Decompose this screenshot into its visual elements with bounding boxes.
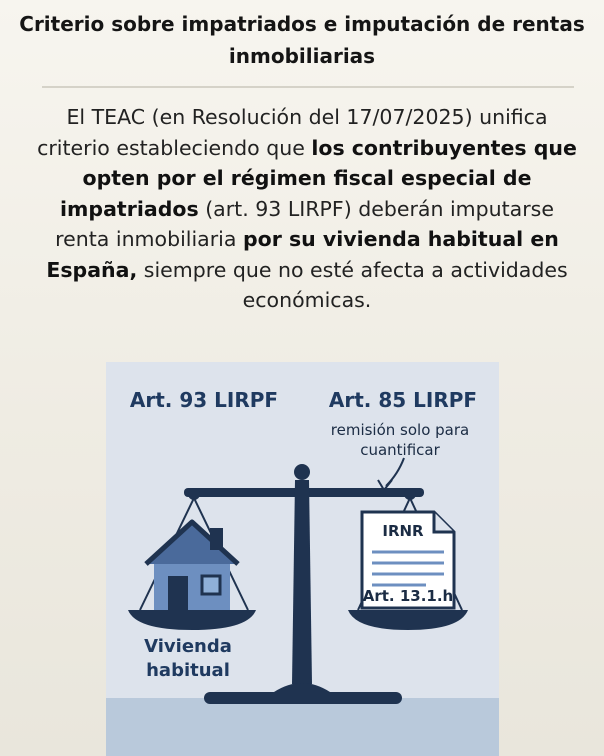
illustration-base-band <box>106 698 499 756</box>
scale-illustration <box>106 362 499 756</box>
body-text-part: El TEAC (en Resolución del 17/07/2025) unifica criterio estableciendo que <box>37 105 548 160</box>
label-art-85: Art. 85 LIRPF <box>328 388 478 412</box>
scale-pole <box>292 480 312 684</box>
scale-top-knob <box>294 464 310 480</box>
body-bold-contribuyentes: los contribuyentes que opten por el régimen fiscal especial de impatriados <box>60 135 577 221</box>
label-vivienda-habitual: Vivienda habitual <box>144 636 232 681</box>
house-door-icon <box>168 576 188 612</box>
label-remision-note: remisión solo para cuantificar <box>330 421 470 459</box>
body-bold-vivienda: por su vivienda habitual en España, <box>46 227 559 282</box>
body-paragraph <box>32 102 582 316</box>
document-footer: Art. 13.1.h <box>362 587 454 605</box>
title-divider <box>42 86 574 88</box>
scale-base <box>204 692 402 704</box>
page-title: Criterio sobre impatriados e imputación de rentas inmobiliarias <box>19 12 585 68</box>
house-window-icon <box>202 576 220 594</box>
document-title: IRNR <box>382 522 424 540</box>
body-text-part: (art. 93 LIRPF) deberán imputarse renta inmobiliaria <box>55 196 554 251</box>
house-chimney-icon <box>210 528 223 550</box>
label-art-93: Art. 93 LIRPF <box>129 388 279 412</box>
body-text-part: siempre que no esté afecta a actividades económicas. <box>137 257 568 312</box>
